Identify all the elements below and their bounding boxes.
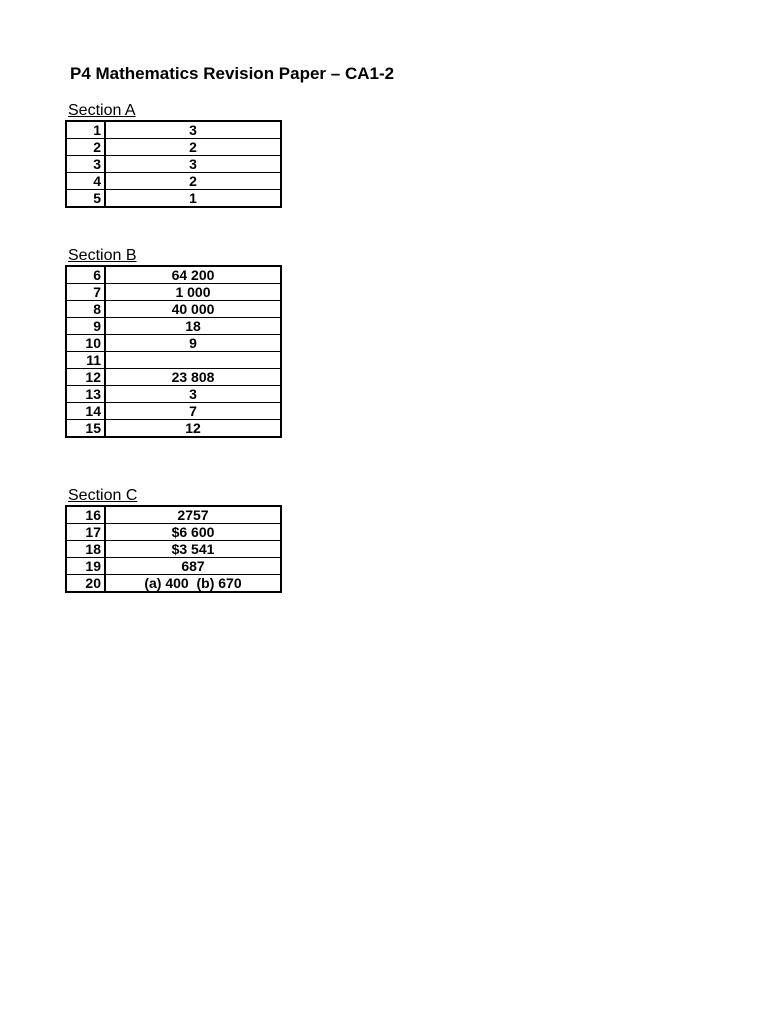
section-a	[65, 101, 282, 208]
question-number: 17	[66, 524, 105, 541]
table-row	[66, 352, 281, 369]
answer-cell: 23 808	[105, 369, 281, 386]
section-heading: Section A	[68, 102, 136, 119]
answer-cell: 64 200	[105, 266, 281, 284]
question-number: 10	[66, 335, 105, 352]
answer-cell: 3	[105, 386, 281, 403]
answer-cell: 3	[105, 121, 281, 139]
question-number: 15	[66, 420, 105, 438]
section-heading: Section B	[68, 247, 137, 264]
table-row	[66, 369, 281, 386]
table-row	[66, 575, 281, 593]
section-heading: Section C	[68, 487, 138, 504]
table-row	[66, 139, 281, 156]
answer-cell: (a) 400 (b) 670	[105, 575, 281, 593]
answer-cell: $3 541	[105, 541, 281, 558]
question-number: 20	[66, 575, 105, 593]
section-c	[65, 486, 282, 593]
answer-cell: 2	[105, 139, 281, 156]
answer-cell: 2	[105, 173, 281, 190]
answer-cell: 1	[105, 190, 281, 208]
table-row	[66, 386, 281, 403]
table-row	[66, 524, 281, 541]
table-row	[66, 156, 281, 173]
table-row	[66, 558, 281, 575]
table-row	[66, 301, 281, 318]
question-number: 4	[66, 173, 105, 190]
table-row	[66, 506, 281, 524]
answer-cell: 7	[105, 403, 281, 420]
answer-table-section-c	[65, 505, 282, 593]
answer-cell: 687	[105, 558, 281, 575]
answer-cell: 9	[105, 335, 281, 352]
table-row	[66, 403, 281, 420]
answer-table-section-b	[65, 265, 282, 438]
table-row	[66, 190, 281, 208]
table-row	[66, 121, 281, 139]
table-row	[66, 335, 281, 352]
table-row	[66, 266, 281, 284]
answer-cell: $6 600	[105, 524, 281, 541]
answer-table-section-a	[65, 120, 282, 208]
table-row	[66, 318, 281, 335]
table-row	[66, 420, 281, 438]
question-number: 8	[66, 301, 105, 318]
table-row	[66, 173, 281, 190]
answer-cell: 12	[105, 420, 281, 438]
answer-cell: 3	[105, 156, 281, 173]
question-number: 3	[66, 156, 105, 173]
table-row	[66, 541, 281, 558]
question-number: 2	[66, 139, 105, 156]
question-number: 14	[66, 403, 105, 420]
question-number: 11	[66, 352, 105, 369]
question-number: 19	[66, 558, 105, 575]
question-number: 6	[66, 266, 105, 284]
question-number: 12	[66, 369, 105, 386]
question-number: 9	[66, 318, 105, 335]
question-number: 1	[66, 121, 105, 139]
table-row	[66, 284, 281, 301]
question-number: 5	[66, 190, 105, 208]
question-number: 18	[66, 541, 105, 558]
question-number: 13	[66, 386, 105, 403]
answer-cell: 1 000	[105, 284, 281, 301]
answer-cell: 40 000	[105, 301, 281, 318]
section-b	[65, 246, 282, 438]
answer-cell: 2757	[105, 506, 281, 524]
page-title: P4 Mathematics Revision Paper – CA1-2	[70, 64, 395, 83]
answer-cell: 18	[105, 318, 281, 335]
question-number: 16	[66, 506, 105, 524]
answer-cell	[105, 352, 281, 369]
question-number: 7	[66, 284, 105, 301]
